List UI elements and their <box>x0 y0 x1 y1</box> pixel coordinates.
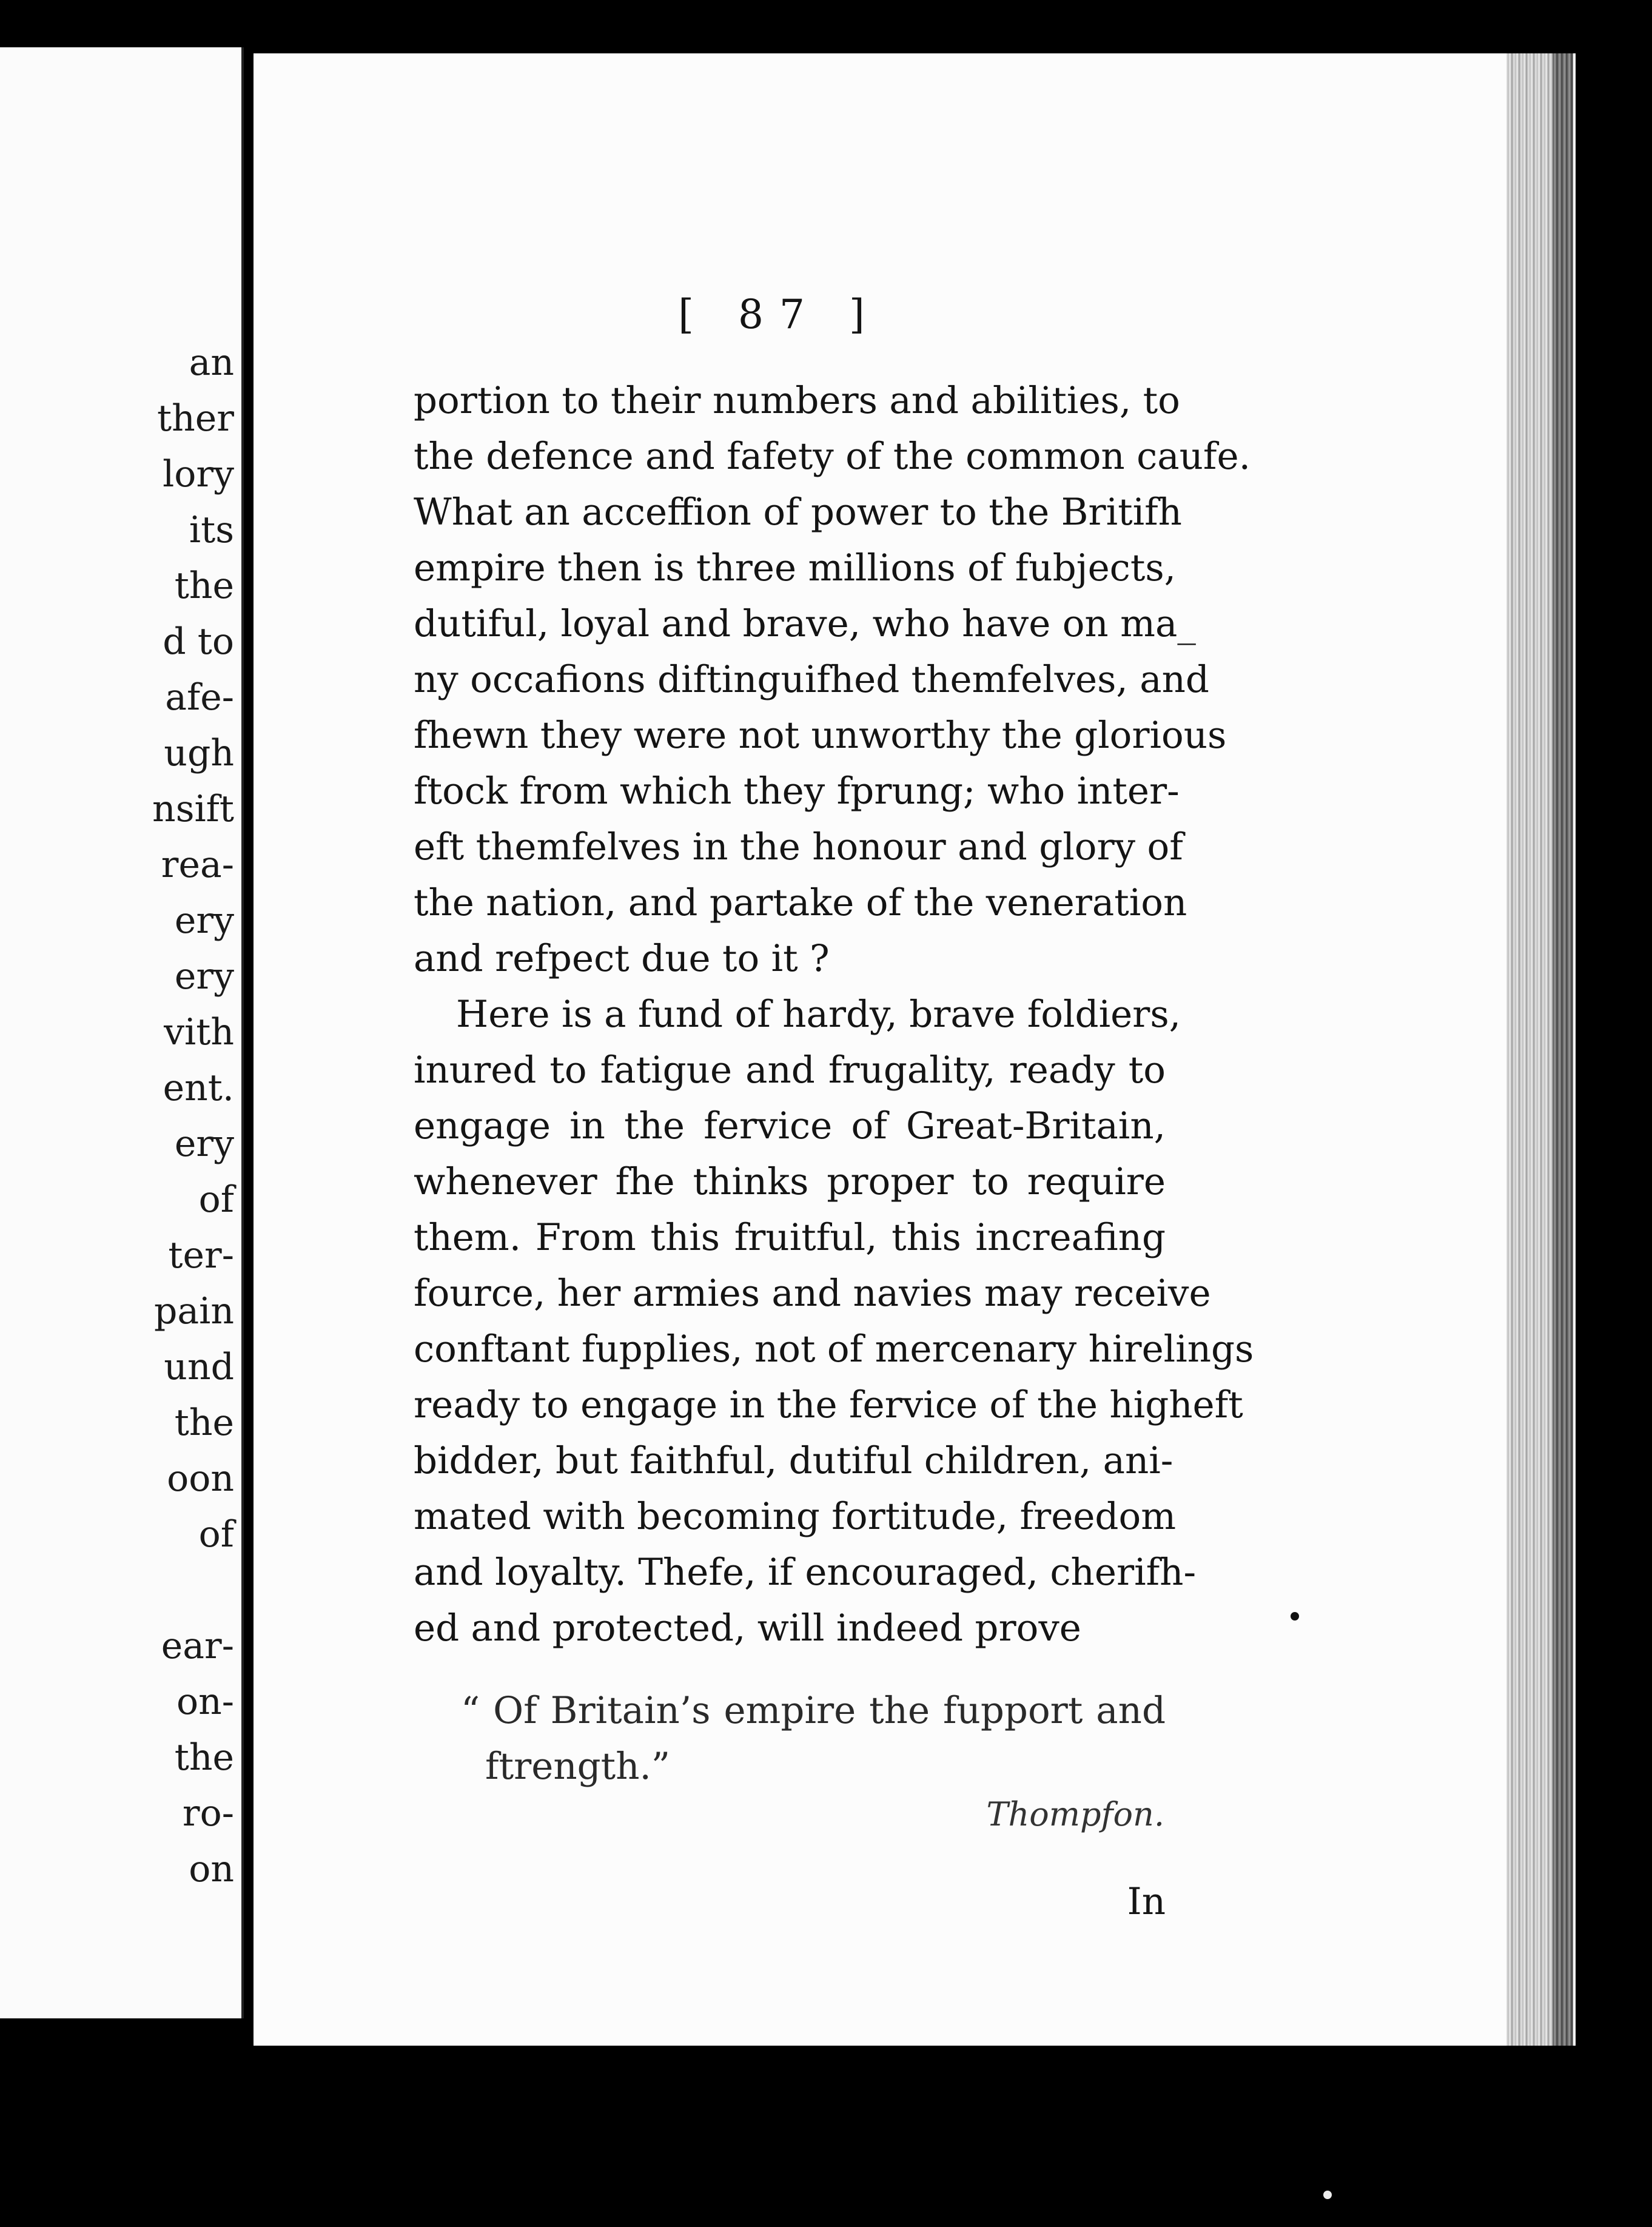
left-page-line: afe- <box>165 676 234 719</box>
body-line: engage in the fervice of Great-Britain, <box>414 1104 1166 1147</box>
left-page-line: of <box>198 1178 234 1221</box>
body-line: whenever fhe thinks proper to require <box>414 1160 1166 1203</box>
page-edge-shadow <box>1553 53 1573 2046</box>
body-line: the defence and fafety of the common caufe. <box>414 435 1251 478</box>
body-line: What an acceffion of power to the Britifh <box>414 491 1182 534</box>
body-line: ftock from which they fprung; who inter- <box>414 770 1180 813</box>
body-line: them. From this fruitful, this increafing <box>414 1216 1166 1259</box>
left-page-line: its <box>189 509 234 551</box>
body-line: bidder, but faithful, dutiful children, ani- <box>414 1439 1174 1482</box>
left-page-line: the <box>174 1736 234 1779</box>
left-page-line: an <box>189 341 234 384</box>
quotation-line: “ Of Britain’s empire the fupport and <box>461 1689 1166 1732</box>
page-number: [ 87 ] <box>678 291 881 338</box>
body-line: eft themfelves in the honour and glory of <box>414 825 1183 868</box>
body-line: portion to their numbers and abilities, to <box>414 379 1180 422</box>
body-line: fource, her armies and navies may receive <box>414 1272 1211 1315</box>
left-page-line: on <box>189 1848 234 1890</box>
body-line: the nation, and partake of the veneration <box>414 881 1187 924</box>
body-line: empire then is three millions of fubjects, <box>414 546 1177 590</box>
catchword: In <box>1127 1880 1166 1923</box>
left-page-line: vith <box>164 1011 234 1053</box>
left-page-line: ery <box>174 1123 234 1165</box>
left-page-line: ro- <box>182 1792 234 1835</box>
previous-page-fragment <box>0 47 244 2018</box>
body-line: fhewn they were not unworthy the glorious <box>414 714 1227 757</box>
body-line: ed and protected, will indeed prove <box>414 1607 1081 1650</box>
left-page-line: oon <box>167 1457 234 1500</box>
body-line: and refpect due to it ? <box>414 937 830 980</box>
left-page-line: ery <box>174 955 234 998</box>
body-line: ready to engage in the fervice of the higheft <box>414 1383 1243 1426</box>
ink-speck <box>1291 1612 1299 1621</box>
left-page-line: lory <box>163 453 234 495</box>
quotation-attribution: Thompfon. <box>986 1795 1164 1833</box>
left-page-line: ery <box>174 899 234 942</box>
left-page-line: und <box>164 1346 234 1388</box>
left-page-line: ear- <box>161 1625 234 1667</box>
scan-speck <box>1323 2191 1332 2199</box>
body-line: inured to fatigue and frugality, ready to <box>414 1049 1166 1092</box>
quotation-line: ftrength.” <box>485 1745 671 1788</box>
left-page-line: rea- <box>161 844 234 886</box>
left-page-line: ter- <box>168 1234 234 1277</box>
left-page-line: ugh <box>164 732 234 774</box>
left-page-line: nsift <box>152 788 234 830</box>
body-line: ny occafions diftinguifhed themfelves, and <box>414 658 1209 701</box>
body-line: mated with becoming fortitude, freedom <box>414 1495 1177 1538</box>
left-page-line: ent. <box>163 1067 234 1109</box>
body-line: conftant fupplies, not of mercenary hirelings <box>414 1328 1254 1371</box>
paragraph-first-line: Here is a fund of hardy, brave foldiers, <box>456 993 1181 1036</box>
left-page-line: pain <box>153 1290 234 1332</box>
left-page-line: the <box>174 1402 234 1444</box>
body-line: dutiful, loyal and brave, who have on ma_ <box>414 602 1196 645</box>
left-page-line: on- <box>176 1681 234 1723</box>
left-page-line: d to <box>163 620 234 663</box>
left-page-line: ther <box>157 397 234 440</box>
left-page-line: of <box>198 1513 234 1556</box>
body-line: and loyalty. Thefe, if encouraged, cherifh- <box>414 1551 1197 1594</box>
left-page-line: the <box>174 565 234 607</box>
